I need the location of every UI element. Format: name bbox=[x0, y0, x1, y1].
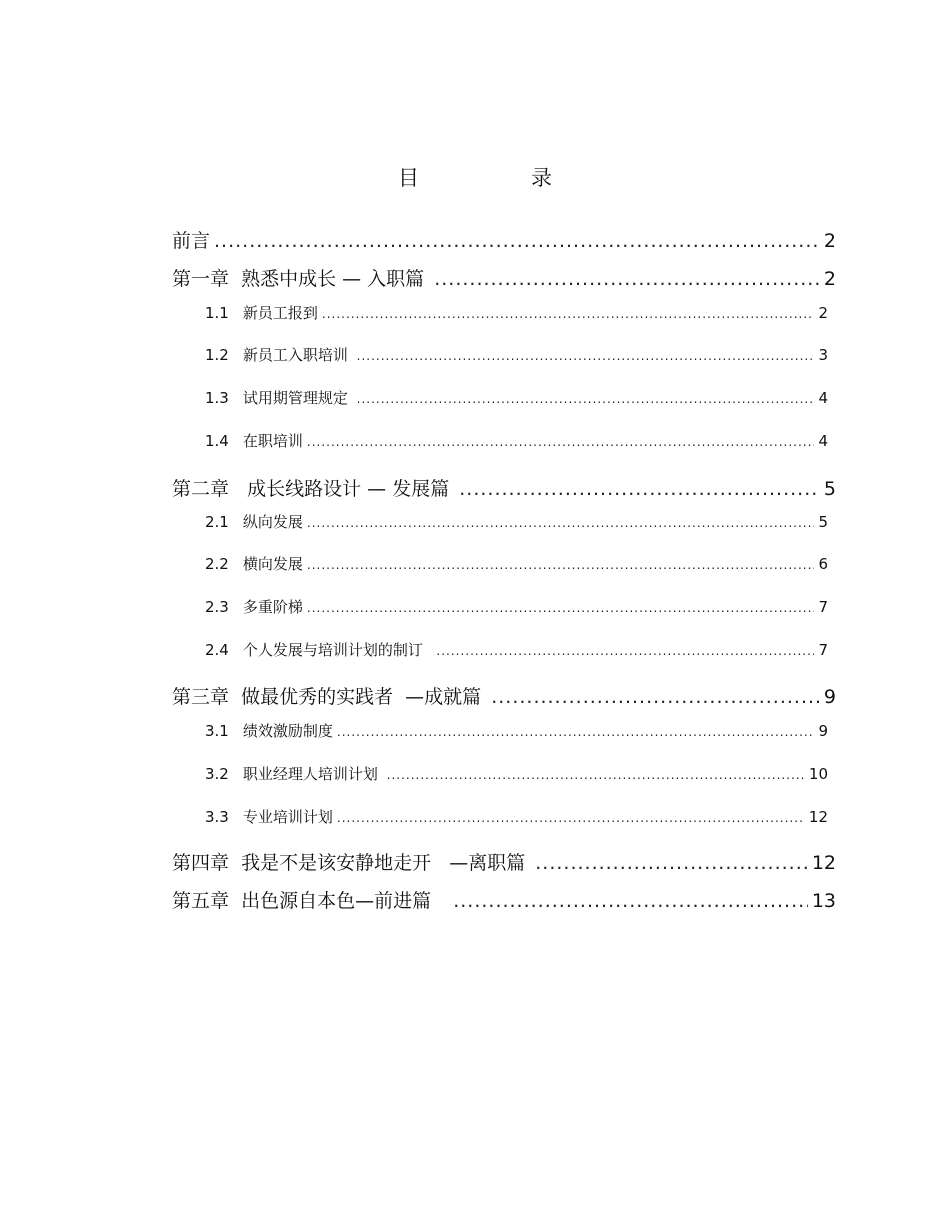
toc-dot-leader bbox=[307, 435, 815, 449]
toc-entry-page: 7 bbox=[818, 598, 828, 616]
toc-entry-label: 第二章 成长线路设计 — 发展篇 bbox=[172, 478, 456, 500]
toc-chapter-entry[interactable] bbox=[172, 886, 836, 913]
toc-entry-label: 第四章 我是不是该安静地走开 —离职篇 bbox=[172, 852, 532, 874]
toc-entry-label: 第三章 做最优秀的实践者 —成就篇 bbox=[172, 686, 488, 708]
toc-chapter-entry[interactable] bbox=[172, 264, 836, 291]
toc-entry-label: 职业经理人培训计划 bbox=[242, 765, 383, 783]
toc-section-entry[interactable] bbox=[205, 553, 828, 574]
toc-entry-page: 13 bbox=[811, 890, 836, 912]
toc-entry-number: 3.1 bbox=[205, 722, 229, 740]
toc-entry-number: 2.1 bbox=[205, 513, 229, 531]
toc-entry-number: 1.1 bbox=[205, 304, 229, 322]
toc-entry-label: 个人发展与培训计划的制订 bbox=[242, 641, 433, 659]
toc-entry-label: 新员工报到 bbox=[242, 304, 318, 322]
toc-chapter-entry[interactable] bbox=[172, 226, 836, 253]
toc-dot-leader bbox=[307, 516, 815, 530]
toc-dot-leader bbox=[322, 307, 815, 321]
toc-entry-number: 1.4 bbox=[205, 432, 229, 450]
toc-entry-number: 1.2 bbox=[205, 346, 229, 364]
toc-entry-page: 2 bbox=[818, 304, 828, 322]
toc-chapter-entry[interactable] bbox=[172, 848, 836, 875]
toc-entry-number: 2.3 bbox=[205, 598, 229, 616]
toc-section-entry[interactable] bbox=[205, 763, 828, 784]
toc-section-entry[interactable] bbox=[205, 511, 828, 532]
toc-dot-leader bbox=[535, 852, 808, 874]
toc-entry-page: 2 bbox=[823, 230, 836, 252]
toc-title-char: 录 bbox=[531, 166, 552, 190]
toc-entry-label: 新员工入职培训 bbox=[242, 346, 353, 364]
toc-dot-leader bbox=[357, 349, 815, 363]
toc-entry-page: 9 bbox=[818, 722, 828, 740]
toc-entry-label: 试用期管理规定 bbox=[242, 389, 353, 407]
toc-entry-page: 4 bbox=[818, 389, 828, 407]
toc-entry-number: 3.3 bbox=[205, 808, 229, 826]
toc-dot-leader bbox=[307, 601, 815, 615]
toc-entry-label: 前言 bbox=[172, 230, 211, 252]
toc-entry-label: 多重阶梯 bbox=[242, 598, 303, 616]
toc-section-entry[interactable] bbox=[205, 302, 828, 323]
toc-dot-leader bbox=[453, 890, 808, 912]
toc-chapter-entry[interactable] bbox=[172, 682, 836, 709]
toc-entry-label: 第一章 熟悉中成长 — 入职篇 bbox=[172, 268, 431, 290]
toc-dot-leader bbox=[387, 768, 805, 782]
toc-section-entry[interactable] bbox=[205, 596, 828, 617]
toc-entry-page: 6 bbox=[818, 555, 828, 573]
toc-entry-label: 横向发展 bbox=[242, 555, 303, 573]
toc-entry-label: 绩效激励制度 bbox=[242, 722, 333, 740]
toc-dot-leader bbox=[337, 811, 805, 825]
toc-section-entry[interactable] bbox=[205, 806, 828, 827]
toc-section-entry[interactable] bbox=[205, 639, 828, 660]
toc-entry-label: 专业培训计划 bbox=[242, 808, 333, 826]
toc-dot-leader bbox=[434, 268, 820, 290]
toc-entry-page: 7 bbox=[818, 641, 828, 659]
toc-entry-number: 2.2 bbox=[205, 555, 229, 573]
toc-section-entry[interactable] bbox=[205, 720, 828, 741]
toc-entry-page: 5 bbox=[818, 513, 828, 531]
toc-entry-page: 4 bbox=[818, 432, 828, 450]
toc-title-char: 目 bbox=[398, 166, 419, 190]
toc-entry-page: 12 bbox=[811, 852, 836, 874]
toc-entry-page: 5 bbox=[823, 478, 836, 500]
toc-dot-leader bbox=[307, 558, 815, 572]
toc-entry-number: 1.3 bbox=[205, 389, 229, 407]
toc-dot-leader bbox=[337, 725, 815, 739]
toc-chapter-entry[interactable] bbox=[172, 474, 836, 501]
toc-title bbox=[0, 162, 950, 192]
toc-dot-leader bbox=[436, 644, 814, 658]
toc-entry-page: 12 bbox=[808, 808, 828, 826]
toc-section-entry[interactable] bbox=[205, 430, 828, 451]
toc-entry-number: 3.2 bbox=[205, 765, 229, 783]
toc-entry-label: 在职培训 bbox=[242, 432, 303, 450]
toc-section-entry[interactable] bbox=[205, 387, 828, 408]
toc-entry-page: 9 bbox=[823, 686, 836, 708]
toc-dot-leader bbox=[491, 686, 820, 708]
toc-entry-page: 10 bbox=[808, 765, 828, 783]
toc-section-entry[interactable] bbox=[205, 344, 828, 365]
toc-entry-label: 第五章 出色源自本色—前进篇 bbox=[172, 890, 450, 912]
toc-entry-label: 纵向发展 bbox=[242, 513, 303, 531]
toc-entry-page: 3 bbox=[818, 346, 828, 364]
toc-entry-number: 2.4 bbox=[205, 641, 229, 659]
toc-dot-leader bbox=[357, 392, 815, 406]
toc-dot-leader bbox=[214, 230, 820, 252]
toc-entry-page: 2 bbox=[823, 268, 836, 290]
toc-dot-leader bbox=[459, 478, 820, 500]
